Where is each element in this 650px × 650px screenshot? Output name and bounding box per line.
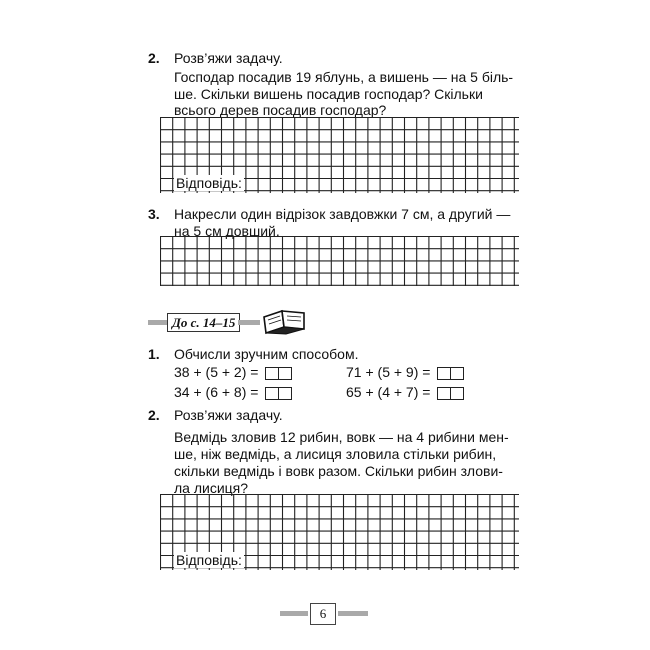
task-number: 2. [148, 407, 160, 423]
equation-text: 38 + (5 + 2) = [174, 364, 259, 380]
open-book-icon [260, 305, 308, 335]
divider-bar [148, 320, 168, 325]
grid-lines [160, 236, 519, 286]
page-number: 6 [310, 603, 336, 625]
answer-label: Відповідь: [176, 552, 242, 568]
task-text-line: ла лисиця? [174, 480, 249, 496]
equation-text: 34 + (6 + 8) = [174, 384, 259, 400]
task-heading: Розв’яжи задачу. [174, 407, 283, 423]
answer-label: Відповідь: [176, 175, 242, 191]
task-text-line: Накресли один відрізок завдовжки 7 см, а другий — [174, 206, 511, 222]
task-number: 3. [148, 206, 160, 222]
divider-bar [280, 611, 308, 616]
answer-box[interactable] [437, 387, 451, 400]
equation-row [346, 384, 464, 401]
answer-box[interactable] [450, 387, 464, 400]
task-text-line: ше. Скільки вишень посадив господар? Скільки [174, 86, 483, 102]
task-text-line: Ведмідь зловив 12 рибин, вовк — на 4 рибини мен- [174, 429, 509, 445]
drawing-grid[interactable] [160, 236, 519, 286]
page-reference: До с. 14–15 [167, 313, 240, 332]
task-text-line: на 5 см довший. [174, 223, 280, 239]
task-text-line: Господар посадив 19 яблунь, а вишень — на 5 біль- [174, 69, 514, 85]
answer-box[interactable] [278, 387, 292, 400]
task-number: 2. [148, 50, 160, 66]
task-text-line: всього дерев посадив господар? [174, 102, 387, 118]
divider-bar [338, 611, 368, 616]
equation-row [174, 364, 292, 381]
task-heading: Розв’яжи задачу. [174, 50, 283, 66]
task-number: 1. [148, 346, 160, 362]
answer-box[interactable] [450, 367, 464, 380]
task-text-line: ше, ніж ведмідь, а лисиця зловила стільки рибин, [174, 446, 497, 462]
divider-bar [238, 320, 260, 325]
equation-text: 65 + (4 + 7) = [346, 384, 431, 400]
answer-box[interactable] [437, 367, 451, 380]
equation-row [346, 364, 464, 381]
equation-row [174, 384, 292, 401]
task-text-line: скільки ведмідь і вовк разом. Скільки рибин злови- [174, 463, 503, 479]
equation-text: 71 + (5 + 9) = [346, 364, 431, 380]
answer-box[interactable] [265, 367, 279, 380]
answer-box[interactable] [265, 387, 279, 400]
answer-box[interactable] [278, 367, 292, 380]
task-heading: Обчисли зручним способом. [174, 346, 359, 362]
